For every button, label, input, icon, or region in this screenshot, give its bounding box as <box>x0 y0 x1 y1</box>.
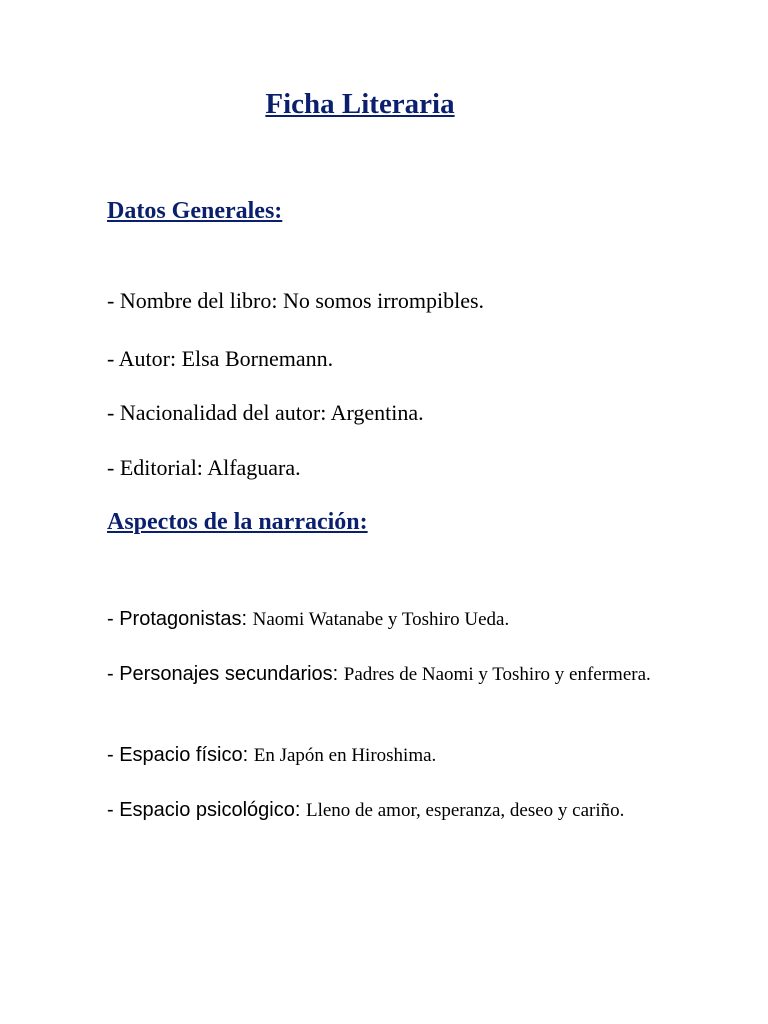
list-item-nationality <box>107 399 661 427</box>
section-heading-narration: Aspectos de la narración: <box>107 509 368 535</box>
item-value: No somos irrompibles. <box>282 288 485 313</box>
page-title: Ficha Literaria <box>265 88 455 120</box>
item-value: Lleno de amor, esperanza, deseo y cariño. <box>305 800 625 821</box>
item-label: - Espacio físico: <box>107 744 254 766</box>
item-value: Padres de Naomi y Toshiro y enfermera. <box>343 664 651 685</box>
item-label: - Personajes secundarios: <box>107 663 344 685</box>
item-value: Naomi Watanabe y Toshiro Ueda. <box>252 609 510 630</box>
item-label: - Editorial: <box>107 455 208 480</box>
section-heading-general: Datos Generales: <box>107 198 283 224</box>
list-item-book-name <box>107 287 661 315</box>
list-item-psychological-space <box>107 795 661 825</box>
item-value: En Japón en Hiroshima. <box>253 745 437 766</box>
item-label: - Nombre del libro: <box>107 288 283 313</box>
list-item-author <box>107 345 661 373</box>
list-item-protagonists <box>107 604 661 634</box>
item-value: Elsa Bornemann. <box>181 346 334 371</box>
item-label: - Autor: <box>107 346 182 371</box>
list-item-physical-space <box>107 740 661 770</box>
list-item-publisher <box>107 454 661 482</box>
list-item-secondary-characters <box>107 659 661 689</box>
item-label: - Nacionalidad del autor: <box>107 400 331 425</box>
item-value: Argentina. <box>330 400 424 425</box>
item-label: - Protagonistas: <box>107 608 253 630</box>
item-value: Alfaguara. <box>207 455 301 480</box>
item-label: - Espacio psicológico: <box>107 799 306 821</box>
